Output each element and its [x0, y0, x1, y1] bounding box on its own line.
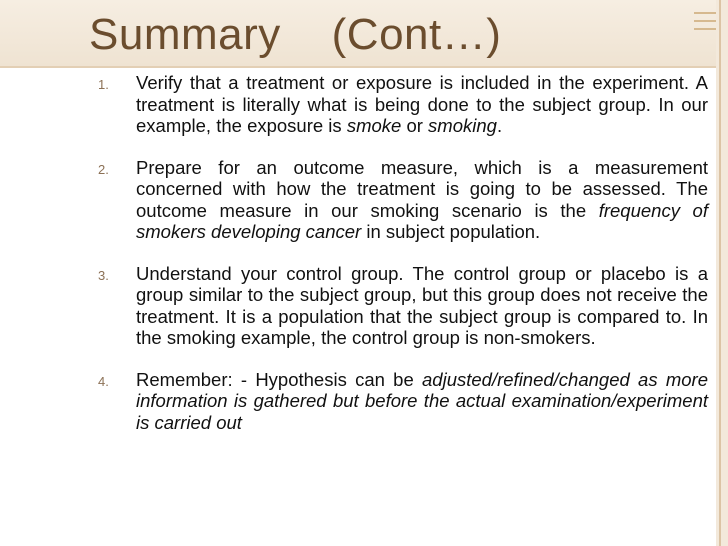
side-decoration-bar: [716, 0, 728, 546]
corner-ornament: [688, 4, 716, 62]
emphasis-text: smoke: [346, 115, 402, 136]
list-item-text: [136, 157, 708, 243]
list-item-text: [136, 72, 708, 137]
list-item-number: 1.: [98, 77, 109, 92]
side-decoration-stripe: [719, 0, 721, 546]
text-run: Prepare for an outcome measure, which is a measurement concerned with how the treatment is going to be assessed. The outcome measure in our smoking scenario is the: [136, 156, 708, 221]
title-band-divider: [0, 66, 728, 68]
summary-list: [98, 72, 708, 453]
list-item-text: [136, 369, 708, 434]
corner-ornament-line: [694, 28, 716, 30]
list-item-1: [98, 72, 708, 137]
emphasis-text: adjusted/refined/changed as more information is gathered but before the actual examination/experiment is carried out: [136, 368, 708, 433]
list-item-number: 4.: [98, 373, 109, 389]
list-item-4: [98, 369, 708, 434]
text-run: Understand your control group. The control group or placebo is a group similar to the subject group, but this group does not receive the treatment. It is a population that the subject group is compared to. In the smoking example, the control group is non-smokers.: [136, 262, 708, 348]
corner-ornament-line: [694, 12, 716, 14]
list-item-2: [98, 157, 708, 243]
emphasis-text: frequency of smokers developing cancer: [136, 199, 708, 242]
text-run: Verify that a treatment or exposure is included in the experiment. A treatment is literally what is being done to the subject group. In our example, the exposure is: [136, 72, 708, 136]
corner-ornament-line: [694, 20, 716, 22]
text-run: in subject population.: [361, 221, 541, 242]
emphasis-text: smoking: [428, 115, 497, 136]
text-run: .: [496, 115, 503, 136]
list-item-number: 2.: [98, 161, 109, 177]
list-item-text: [136, 263, 708, 349]
list-item-number: 3.: [98, 267, 109, 283]
slide-title: Summary (Cont…): [89, 10, 502, 59]
text-run: or: [401, 115, 429, 136]
list-item-3: [98, 263, 708, 349]
text-run: Remember: - Hypothesis can be: [136, 368, 423, 390]
